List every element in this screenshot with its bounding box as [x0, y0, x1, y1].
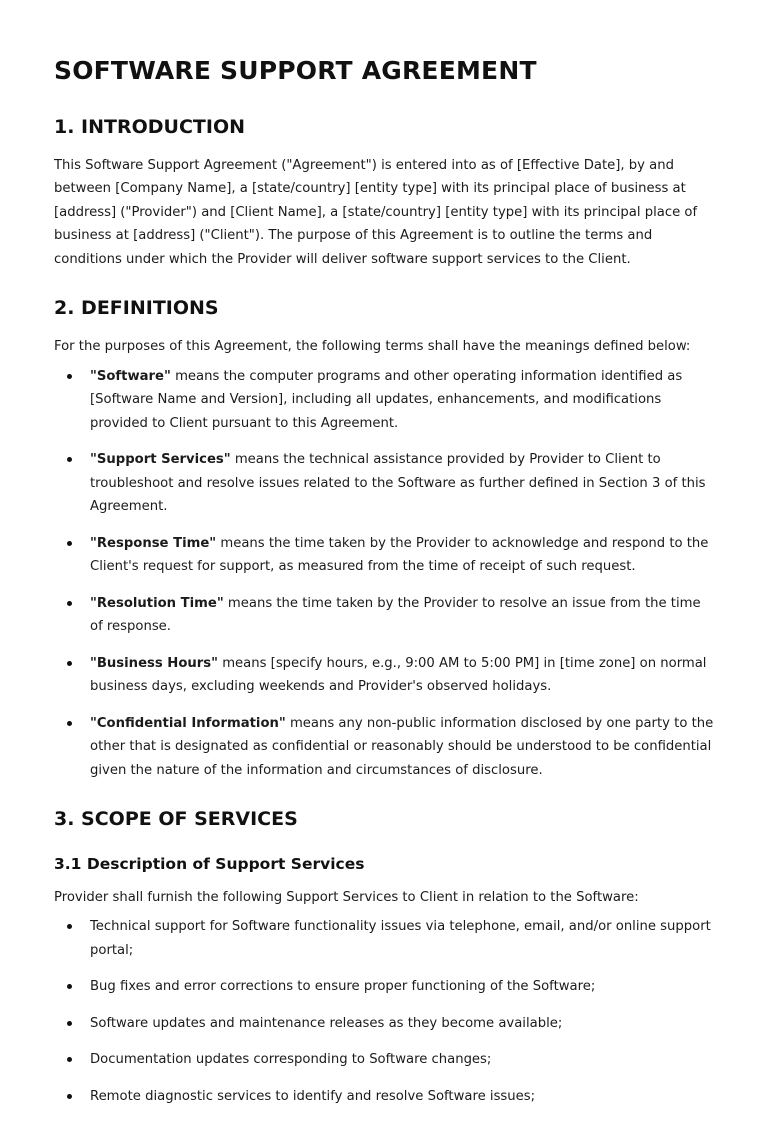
support-services-list	[54, 915, 716, 1108]
definition-text: means the time taken by the Provider to acknowledge and respond to the Client's request for support, as measured from the time of receipt of such request.	[90, 535, 709, 574]
definition-text: means the technical assistance provided by Provider to Client to troubleshoot and resolve issues related to the Software as further defined in Section 3 of this Agreement.	[90, 452, 706, 514]
list-item	[54, 1048, 716, 1072]
introduction-paragraph: This Software Support Agreement ("Agreement") is entered into as of [Effective Date], by and between [Company Name], a [state/country] [entity type] with its principal place of business at [address] ("Provider") and [Client Name], a [state/country] [entity type] with its principal place of business at [address] ("Client"). The purpose of this Agreement is to outline the terms and conditions under which the Provider will deliver software support services to the Client.	[54, 157, 698, 267]
definition-text: means the time taken by the Provider to resolve an issue from the time of response.	[90, 595, 701, 634]
definition-text: means any non-public information disclosed by one party to the other that is designated as confidential or reasonably should be understood to be confidential given the nature of the information and circumstances of disclosure.	[90, 715, 714, 778]
subsection-heading-description-of-support-services: 3.1 Description of Support Services	[54, 854, 365, 873]
list-item	[54, 652, 716, 699]
definition-term: "Response Time"	[90, 535, 217, 551]
definition-text: means [specify hours, e.g., 9:00 AM to 5:00 PM] in [time zone] on normal business days, excluding weekends and Provider's observed holidays.	[90, 655, 707, 694]
list-item	[54, 592, 716, 639]
list-item	[54, 915, 716, 962]
service-item-text: Technical support for Software functionality issues via telephone, email, and/or online support portal;	[90, 919, 711, 958]
bullet-icon	[67, 601, 72, 606]
bullet-icon	[67, 984, 72, 989]
list-item	[54, 448, 716, 519]
bullet-icon	[67, 924, 72, 929]
scope-intro-paragraph: Provider shall furnish the following Support Services to Client in relation to the Software:	[54, 889, 639, 905]
list-item	[54, 975, 716, 999]
list-item	[54, 1085, 716, 1109]
list-item	[54, 712, 716, 783]
definition-term: "Confidential Information"	[90, 715, 286, 731]
introduction-block	[54, 154, 716, 272]
section-heading-introduction: 1. INTRODUCTION	[54, 116, 245, 138]
definitions-list	[54, 365, 716, 783]
bullet-icon	[67, 457, 72, 462]
definition-term: "Support Services"	[90, 452, 231, 467]
service-item-text: Software updates and maintenance releases as they become available;	[90, 1015, 563, 1031]
definition-term: "Software"	[90, 368, 171, 384]
definition-text: means the computer programs and other operating information identified as [Software Name and Version], including all updates, enhancements, and modifications provided to Client pursuant to this Agreement.	[90, 368, 683, 431]
bullet-icon	[67, 374, 72, 379]
definitions-intro-paragraph: For the purposes of this Agreement, the following terms shall have the meanings defined below:	[54, 339, 691, 354]
page-title: SOFTWARE SUPPORT AGREEMENT	[54, 56, 537, 85]
service-item-text: Remote diagnostic services to identify and resolve Software issues;	[90, 1088, 536, 1104]
bullet-icon	[67, 661, 72, 666]
list-item	[54, 365, 716, 436]
bullet-icon	[67, 721, 72, 726]
section-heading-scope-of-services: 3. SCOPE OF SERVICES	[54, 808, 298, 830]
definition-term: "Resolution Time"	[90, 595, 224, 611]
section-heading-definitions: 2. DEFINITIONS	[54, 297, 219, 320]
bullet-icon	[67, 1021, 72, 1026]
bullet-icon	[67, 541, 72, 546]
bullet-icon	[67, 1094, 72, 1099]
service-item-text: Documentation updates corresponding to Software changes;	[90, 1052, 492, 1068]
bullet-icon	[67, 1057, 72, 1062]
definition-term: "Business Hours"	[90, 655, 219, 671]
service-item-text: Bug fixes and error corrections to ensure proper functioning of the Software;	[90, 979, 596, 995]
list-item	[54, 532, 716, 579]
